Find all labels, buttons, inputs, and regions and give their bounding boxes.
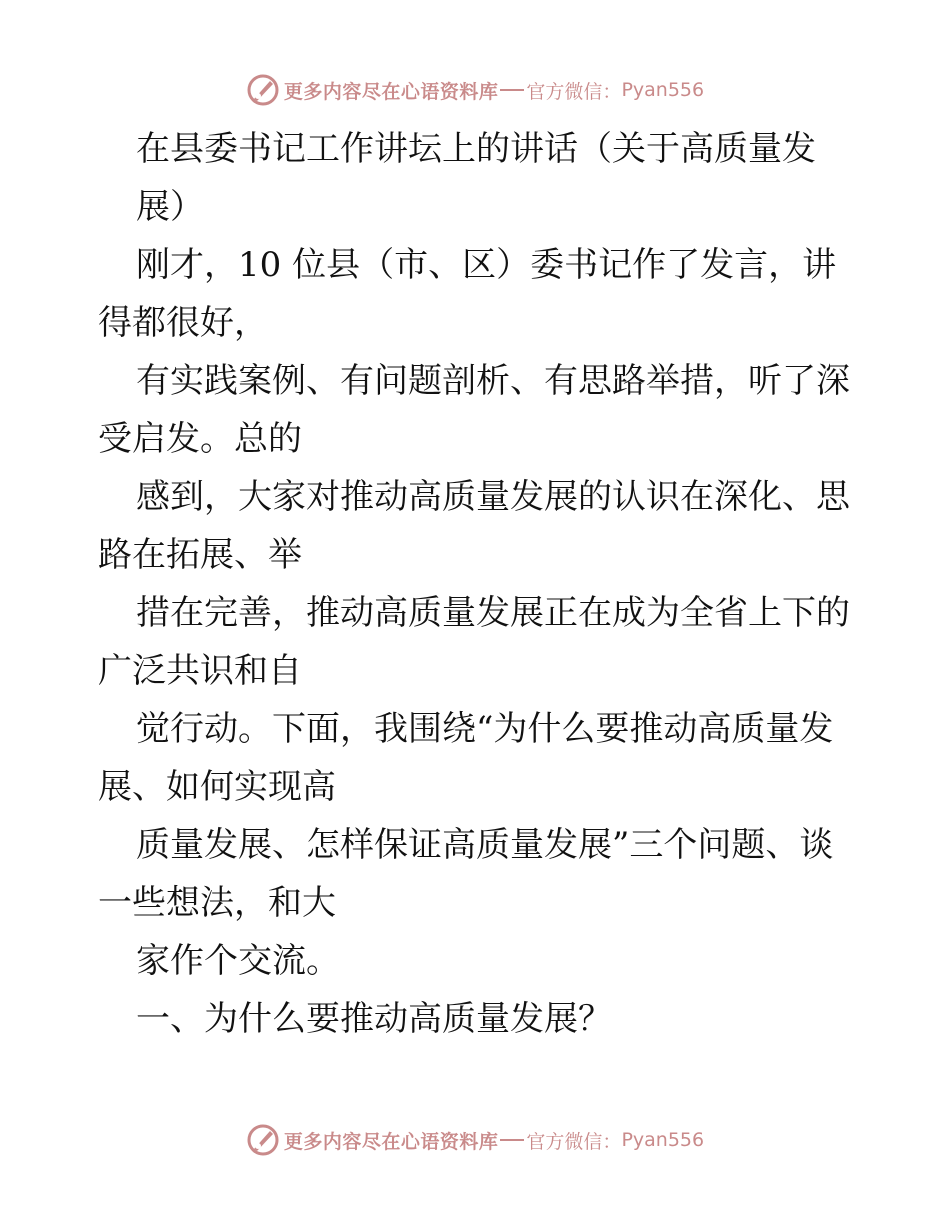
paragraph-line: 广泛共识和自 — [98, 651, 302, 691]
document-title-line-1: 在县委书记工作讲坛上的讲话（关于高质量发 — [136, 129, 816, 169]
paragraph-line: 路在拓展、举 — [98, 535, 302, 575]
paragraph-line: 刚才，10 位县（市、区）委书记作了发言，讲 — [136, 245, 837, 285]
watermark-footer — [0, 1120, 950, 1160]
watermark-text: 更多内容尽在心语资料库 — [283, 80, 499, 103]
document-title-line-2: 展） — [136, 187, 204, 227]
paragraph-line: 措在完善，推动高质量发展正在成为全省上下的 — [136, 593, 850, 633]
quill-logo-icon — [246, 1123, 280, 1157]
paragraph-line: 一些想法，和大 — [98, 883, 336, 923]
watermark-official-label: 官方微信： — [526, 80, 622, 103]
paragraph-line: 有实践案例、有问题剖析、有思路举措，听了深 — [136, 361, 850, 401]
document-body — [98, 120, 858, 1048]
quill-logo-icon — [246, 73, 280, 107]
watermark-wechat-id: Pyan556 — [621, 1129, 705, 1151]
watermark-header — [0, 70, 950, 110]
watermark-dash — [500, 89, 524, 91]
watermark-official-label: 官方微信： — [526, 1130, 622, 1153]
section-heading: 一、为什么要推动高质量发展？ — [136, 999, 612, 1039]
watermark-wechat-id: Pyan556 — [621, 79, 705, 101]
watermark-text: 更多内容尽在心语资料库 — [283, 1130, 499, 1153]
watermark-dash — [500, 1139, 524, 1141]
paragraph-line: 展、如何实现高 — [98, 767, 336, 807]
paragraph-line: 受启发。总的 — [98, 419, 302, 459]
paragraph-line: 质量发展、怎样保证高质量发展”三个问题、谈 — [136, 825, 834, 865]
paragraph-line: 得都很好， — [98, 303, 268, 343]
paragraph-line: 家作个交流。 — [136, 941, 340, 981]
paragraph-line: 感到，大家对推动高质量发展的认识在深化、思 — [136, 477, 850, 517]
paragraph-line: 觉行动。下面，我围绕“为什么要推动高质量发 — [136, 709, 834, 749]
